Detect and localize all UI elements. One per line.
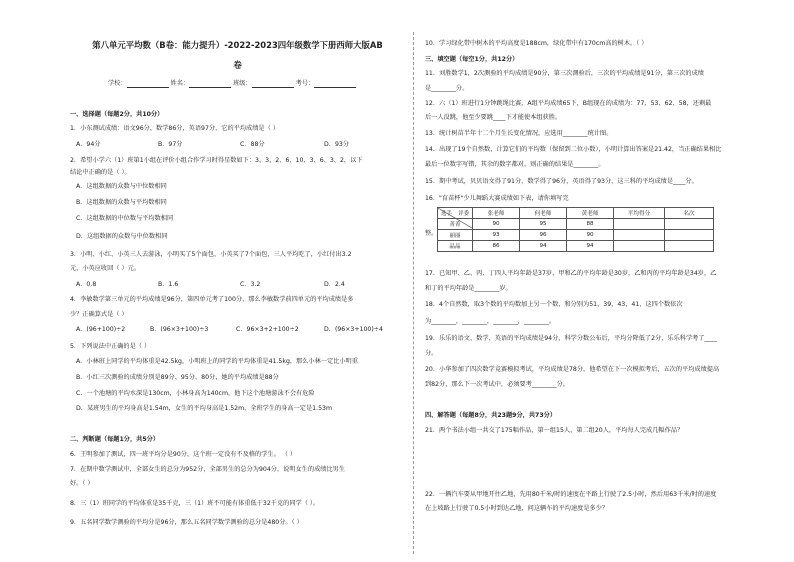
q3-option-d: D．2.4 xyxy=(324,281,345,288)
q4-option-b: B．(96×3+100)÷3 xyxy=(150,326,209,333)
right-column xyxy=(425,0,765,562)
q9: 9．五名同学数学测验的平均分是96分，那么五名同学数学测验的总分是480分。（ ） xyxy=(70,519,303,526)
table-row xyxy=(438,230,714,241)
q14-cont: 最后一位数字写错，其余的数字都对，则正确的结果是________。 xyxy=(425,161,605,168)
table-row xyxy=(438,241,714,252)
q18: 18．4个自然数，取3个数的平均数加上另一个数，和分别为51，39，43，41，这四个数依次 xyxy=(425,301,683,308)
player-name: 菁菁 xyxy=(438,219,473,230)
score-cell: 90 xyxy=(567,230,614,241)
q3-option-c: C．3.2 xyxy=(240,281,261,288)
col-header: 何老师 xyxy=(520,208,567,219)
q1-option-d: D．93分 xyxy=(324,141,350,148)
table-corner xyxy=(438,208,473,219)
score-cell: 95 xyxy=(520,219,567,230)
q5-option-b: B．小红三次测验的成绩分别是89分、95分、80分，她的平均成绩是88分 xyxy=(76,374,279,381)
score-cell: 96 xyxy=(520,230,567,241)
q2: 2．希望小学六（1）班第1小组在评价小组合作学习时得星数如下：3、3、2、6、10、3、6、3、2，以下 xyxy=(70,157,363,164)
section-solve: 四、解答题（每题8分，共23题9分，共73分） xyxy=(425,412,557,419)
school-blank[interactable] xyxy=(127,80,169,88)
section-fill: 三、填空题（每空1分，共12分） xyxy=(425,56,519,63)
score-cell: 94 xyxy=(567,241,614,252)
score-cell: 88 xyxy=(567,219,614,230)
rank-cell[interactable] xyxy=(665,219,714,230)
q5: 5．下列说法中正确的是（ ） xyxy=(70,343,151,350)
q15: 15．期中考试，贝贝语文得了91分，数学得了96分，英语得了93分，这三科的平均成绩是____分。 xyxy=(425,178,698,185)
table-row xyxy=(438,219,714,230)
q17-cont: 和丁的平均年龄是________岁。 xyxy=(425,285,512,292)
q1-option-a: A．94分 xyxy=(76,141,101,148)
number-blank[interactable] xyxy=(314,80,356,88)
q6: 6．王明参加了测试，四一班平均分是90分，这个班一定没有不及格的学生。 （ ） xyxy=(70,451,297,458)
q3-cont: 元，小英应收回（ ）元。 xyxy=(70,265,141,272)
score-cell: 94 xyxy=(520,241,567,252)
score-cell: 90 xyxy=(473,219,520,230)
q3-option-b: B．1.6 xyxy=(158,281,179,288)
rank-cell[interactable] xyxy=(665,230,714,241)
header-judges: 评委 xyxy=(458,211,469,217)
player-name: 丽丽 xyxy=(438,230,473,241)
name-label: 姓名： xyxy=(170,80,190,87)
average-cell[interactable] xyxy=(614,230,665,241)
average-cell[interactable] xyxy=(614,241,665,252)
q20-cont: 到82分，那么下一次考试中，必须要考________分。 xyxy=(425,381,569,388)
q3: 3．小明、小红、小英三人去游泳，小明买了5个面包，小英买了7个面包，三人平均吃了，小红付出3.2 xyxy=(70,251,352,258)
q4-option-a: A．(96+100)÷2 xyxy=(76,326,126,333)
name-blank[interactable] xyxy=(189,80,231,88)
header-players: 选手 xyxy=(441,211,452,217)
section-judge: 二、判断题（每题1分，共5分） xyxy=(70,436,160,443)
col-header: 黄老师 xyxy=(567,208,614,219)
left-column xyxy=(70,0,405,562)
col-header: 张老师 xyxy=(473,208,520,219)
player-name: 晶晶 xyxy=(438,241,473,252)
q5-option-d: D．某班男生的平均身高是1.54m，女生的平均身高是1.52m，全班学生的身高一定是1.53m xyxy=(76,405,332,412)
q12: 12．六（1）班进行1分钟跳绳比赛，A组平均成绩65下，B组现在的成绩为：77、53、62、58，还剩最 xyxy=(425,100,712,107)
q19: 19．乐乐的语文、数学、英语的平均成绩是94分，科学分数公布后，平均分降低了2分，乐乐科学考了____ xyxy=(425,335,717,342)
q22: 22．一辆汽车要从甲地开往乙地，先用80千米/时的速度在平路上行驶了2.5小时，然后用63千米/时的速度 xyxy=(425,491,717,498)
q4-option-c: C．96×3+2+100÷2 xyxy=(236,326,299,333)
q18-cont: 为________，________，________，________。 xyxy=(425,318,555,325)
q7-cont: 好。（ ） xyxy=(70,480,94,487)
column-divider xyxy=(413,32,414,554)
q1-option-c: C．88分 xyxy=(240,141,265,148)
q21: 21．两个书法小组一共交了175幅作品，第一组15人，第二组20人，平均每人完成几幅作品？ xyxy=(425,427,684,434)
q2-option-b: B．这组数据的众数与平均数相同 xyxy=(76,199,167,206)
q19-cont: 分。 xyxy=(425,350,438,357)
q4: 4．李敏数学第三单元的平均成绩是96分，第四单元考了100分，那么李敏数学前四单元的平均成绩是多 xyxy=(70,296,354,303)
student-info xyxy=(108,80,356,88)
q7: 7．在期中数学测试中，全部女生的总分为952分，全部男生的总分为904分，说明女生的成绩比男生 xyxy=(70,466,346,473)
q17: 17．已知甲、乙、丙、丁四人平均年龄是37岁，甲和乙的平均年龄是30岁，乙和丙的平均年龄是34岁，乙 xyxy=(425,270,717,277)
score-table xyxy=(437,207,714,252)
page-title-cont: 卷 xyxy=(233,60,242,70)
col-header: 名次 xyxy=(665,208,714,219)
q20: 20．小华参加了四次数学竞赛模拟考试，平均成绩是78分，他希望在下一次模拟考后，五次的平均成绩提高 xyxy=(425,366,720,373)
q5-option-c: C．一个池塘的平均水深是130cm，小林身高为140cm，他下这个池塘游泳不会有危险 xyxy=(76,390,315,397)
class-label: 班级： xyxy=(233,80,252,87)
average-cell[interactable] xyxy=(614,219,665,230)
school-label: 学校： xyxy=(108,80,127,87)
q16-side: 整。 xyxy=(425,230,438,237)
q16: 16．"育苗杯"少儿舞蹈大赛成绩如下表，请你填写完 xyxy=(425,195,569,202)
section-choice: 一、选择题（每题2分，共10分） xyxy=(70,111,164,118)
q13: 13．统计树苗半年十二个月生长变化情况，应选用________统计图。 xyxy=(425,130,613,137)
class-blank[interactable] xyxy=(252,80,294,88)
q10: 10．学习绿化带中树木的平均高度是188cm，绿化带中有170cm高的树木。（ ） xyxy=(425,40,648,47)
q1-option-b: B．97分 xyxy=(158,141,183,148)
score-cell: 93 xyxy=(473,230,520,241)
q2-option-c: C．这组数据的中位数与平均数相同 xyxy=(76,215,174,222)
q11: 11．刘胜数学1，2次测验的平均成绩是90分，第三次测验后，三次的平均成绩是91分，第三次的成绩 xyxy=(425,70,704,77)
q1: 1．小东测试成绩：语文96分，数学86分，英语97分，它的平均成绩是（ ） xyxy=(70,125,279,132)
q11-cont: 是________分。 xyxy=(425,85,469,92)
q5-option-a: A．小林班上同学的平均体重是42.5kg，小明班上的同学的平均体重是41.5kg，那么小林一定比小明重 xyxy=(76,358,358,365)
page-title: 第八单元平均数（B卷：能力提升）-2022-2023四年级数学下册西师大版AB xyxy=(92,40,383,50)
q4-cont: 少？正确算式是（ ） xyxy=(70,311,128,318)
q12-cont: 后一人没跳，他至少要跳____下才能使本组获胜。 xyxy=(425,114,562,121)
number-label: 考号： xyxy=(295,80,315,87)
q3-option-a: A．0.8 xyxy=(76,281,97,288)
q4-option-d: D．(96×3+100)÷4 xyxy=(324,326,383,333)
q2-option-a: A．这组数据的众数与中位数相同 xyxy=(76,183,167,190)
q2-cont: 结论中正确的是（ ）。 xyxy=(70,169,131,176)
q8: 8．三（1）班同学的平均体重是35千克，三（1）班不可能有体重低于32千克的同学（ ）。 xyxy=(70,500,320,507)
col-header: 平均得分 xyxy=(614,208,665,219)
q14: 14．出现了19个自然数，计算它们的平均数（保留到二位小数），小明计算出答案是21.42，当正确结果相比 xyxy=(425,146,722,153)
score-cell: 86 xyxy=(473,241,520,252)
q22-cont: 在上坡路上行驶了0.5小时到达乙地，问这辆车的平均速度是多少？ xyxy=(425,505,609,512)
rank-cell[interactable] xyxy=(665,241,714,252)
q2-option-d: D．这组数据的众数与中位数相同 xyxy=(76,233,168,240)
